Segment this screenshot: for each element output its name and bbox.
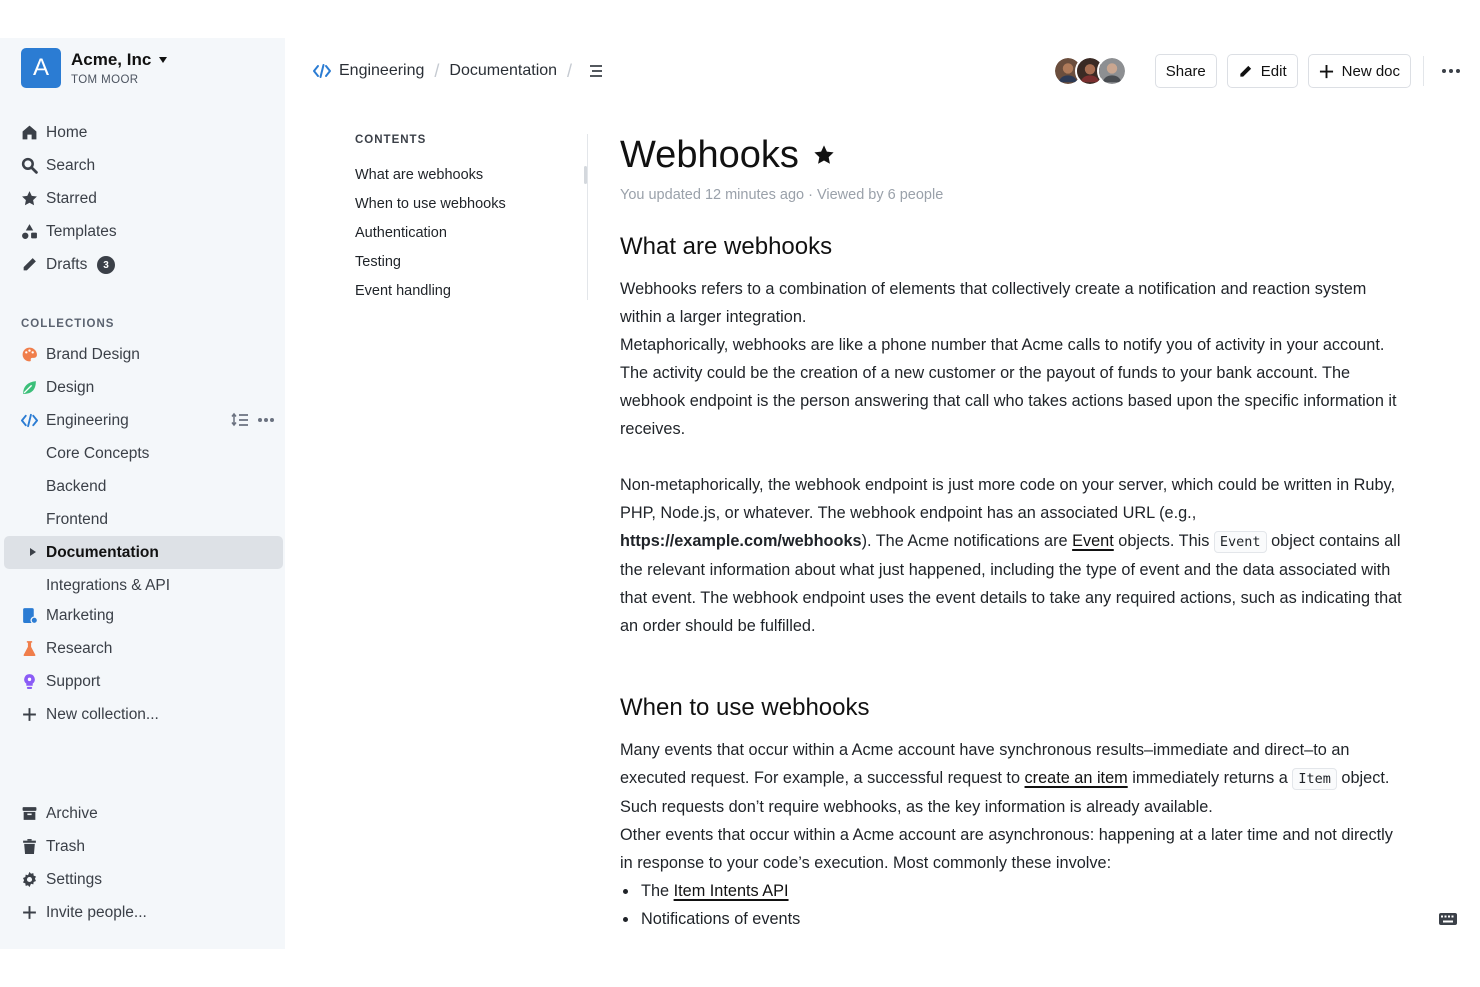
breadcrumb-separator: / <box>434 60 440 81</box>
collection-design[interactable] <box>4 371 283 404</box>
contents-link[interactable]: Testing <box>355 254 401 270</box>
sidebar-item-search[interactable] <box>4 149 283 182</box>
sidebar-item-label: Drafts <box>46 256 88 273</box>
contents-active-marker <box>584 166 587 184</box>
contents-link[interactable]: Authentication <box>355 225 447 241</box>
breadcrumb-collection-label: Engineering <box>339 62 425 79</box>
keyboard-icon[interactable] <box>1438 912 1458 926</box>
item-intents-link[interactable]: Item Intents API <box>673 882 789 900</box>
sidebar-item-label: Archive <box>46 805 98 822</box>
inline-code: Item <box>1292 768 1337 790</box>
sidebar-item-settings[interactable] <box>4 863 283 896</box>
collection-research[interactable] <box>4 632 283 665</box>
collection-label: Engineering <box>46 412 129 429</box>
contents-link[interactable]: What are webhooks <box>355 167 484 183</box>
collaborator-avatars[interactable] <box>1061 56 1127 86</box>
leaf-icon <box>21 379 38 396</box>
sidebar-item-home[interactable] <box>4 116 283 149</box>
doc-label: Frontend <box>46 511 109 528</box>
share-label: Share <box>1165 62 1206 80</box>
bookmark-icon <box>21 607 38 624</box>
collection-brand-design[interactable] <box>4 338 283 371</box>
doc-documentation[interactable] <box>4 536 283 569</box>
share-button[interactable] <box>1155 54 1217 88</box>
breadcrumb <box>312 58 604 84</box>
collections-heading: COLLECTIONS <box>21 318 115 330</box>
team-switcher[interactable] <box>21 48 167 88</box>
invite-people-button[interactable] <box>4 896 283 929</box>
breadcrumb-document[interactable]: Documentation <box>449 62 558 79</box>
plus-icon <box>21 904 38 921</box>
paragraph: Metaphorically, webhooks are like a phone number that Acme calls to notify you of activity in your account. The activity could be the creation of a new customer or the payout of funds to your bank account. The webhook endpoint is the person answering that call who takes actions based upon the specific information it receives. <box>620 336 1397 438</box>
section-heading: When to use webhooks <box>620 694 870 721</box>
contents-heading: CONTENTS <box>355 134 427 146</box>
contents-divider <box>587 134 588 300</box>
table-of-contents <box>355 134 506 311</box>
plus-icon <box>1319 64 1334 79</box>
breadcrumb-collection[interactable] <box>312 62 424 80</box>
url-text: https://example.com/webhooks <box>620 532 862 550</box>
avatar <box>1097 56 1127 86</box>
code-icon <box>312 63 332 79</box>
pencil-icon <box>21 256 38 273</box>
sort-icon[interactable] <box>231 412 249 428</box>
paragraph: Many events that occur within a Acme account have synchronous results–immediate and direct–to an executed request. For example, a successful request to create an item immediately returns a Item object. Such requests don’t require webhooks, as the key information is already available. <box>620 741 1390 816</box>
shapes-icon <box>21 223 38 240</box>
trash-icon <box>21 838 38 855</box>
list-item: Notifications of events <box>620 905 1410 933</box>
collection-marketing[interactable] <box>4 599 283 632</box>
star-icon[interactable] <box>813 144 835 166</box>
collection-label: Research <box>46 640 113 657</box>
doc-label: Core Concepts <box>46 445 150 462</box>
sidebar-item-archive[interactable] <box>4 797 283 830</box>
bulb-icon <box>21 673 38 690</box>
contents-link[interactable]: Event handling <box>355 283 451 299</box>
doc-core-concepts[interactable] <box>4 437 283 470</box>
drafts-count-badge: 3 <box>97 256 115 274</box>
breadcrumb-separator: / <box>567 60 573 81</box>
create-item-link[interactable]: create an item <box>1024 769 1128 787</box>
sidebar-item-label: Trash <box>46 838 86 855</box>
edit-label: Edit <box>1260 62 1287 80</box>
doc-backend[interactable] <box>4 470 283 503</box>
sidebar-item-templates[interactable] <box>4 215 283 248</box>
more-icon[interactable] <box>257 417 275 423</box>
archive-icon <box>21 805 38 822</box>
bullet-list <box>620 877 1410 933</box>
new-doc-button[interactable] <box>1308 54 1411 88</box>
header-actions <box>1061 54 1460 88</box>
sidebar-item-label: Home <box>46 124 88 141</box>
doc-label: Backend <box>46 478 107 495</box>
sidebar-item-label: Starred <box>46 190 97 207</box>
sidebar-item-drafts[interactable] <box>4 248 283 281</box>
doc-frontend[interactable] <box>4 503 283 536</box>
contents-link[interactable]: When to use webhooks <box>355 196 506 212</box>
event-link[interactable]: Event <box>1072 532 1114 550</box>
sidebar-item-label: Invite people... <box>46 904 147 921</box>
home-icon <box>21 124 38 141</box>
sidebar <box>0 38 285 949</box>
edit-button[interactable] <box>1227 54 1298 88</box>
collection-engineering[interactable] <box>4 404 283 437</box>
doc-integrations-api[interactable] <box>4 569 283 602</box>
sidebar-item-label: Templates <box>46 223 117 240</box>
new-collection-label: New collection... <box>46 706 159 723</box>
code-icon <box>21 412 38 429</box>
document-title[interactable]: Webhooks <box>620 133 799 176</box>
header-divider <box>1423 56 1424 86</box>
new-collection-button[interactable] <box>4 698 283 731</box>
collection-label: Support <box>46 673 101 690</box>
team-name: Acme, Inc <box>71 50 152 69</box>
doc-label: Integrations & API <box>46 577 171 594</box>
sidebar-item-label: Settings <box>46 871 103 888</box>
new-doc-label: New doc <box>1341 62 1400 80</box>
pencil-icon <box>1238 64 1253 79</box>
gear-icon <box>21 871 38 888</box>
more-icon[interactable] <box>1442 69 1460 73</box>
sidebar-item-starred[interactable] <box>4 182 283 215</box>
palette-icon <box>21 346 38 363</box>
paragraph: Webhooks refers to a combination of elements that collectively create a notification and reaction system within a larger integration. <box>620 280 1367 326</box>
sidebar-item-label: Search <box>46 157 96 174</box>
plus-icon <box>21 706 38 723</box>
list-item: The Item Intents API <box>620 877 1410 905</box>
search-icon <box>21 157 38 174</box>
chevron-down-icon <box>159 57 167 63</box>
collection-label: Brand Design <box>46 346 140 363</box>
section-heading: What are webhooks <box>620 233 833 260</box>
sidebar-item-trash[interactable] <box>4 830 283 863</box>
document-meta: You updated 12 minutes ago · Viewed by 6 people <box>620 187 944 203</box>
star-icon <box>21 190 38 207</box>
collection-label: Design <box>46 379 95 396</box>
doc-label: Documentation <box>46 544 159 561</box>
team-user: TOM MOOR <box>71 74 139 86</box>
inline-code: Event <box>1214 531 1267 553</box>
flask-icon <box>21 640 38 657</box>
document[interactable] <box>620 131 1410 933</box>
paragraph: Other events that occur within a Acme account are asynchronous: happening at a later time and not directly in response to your code’s execution. Most commonly these involve: <box>620 826 1393 872</box>
disclosure-triangle-icon[interactable] <box>30 548 36 556</box>
collection-support[interactable] <box>4 665 283 698</box>
paragraph: Non-metaphorically, the webhook endpoint is just more code on your server, which could be written in Ruby, PHP, Node.js, or whatever. The webhook endpoint has an associated URL (e.g., https://example.com/webhooks). The Acme notifications are Event objects. This Event object contains all the relevant information about what just happened, including the type of event and the data associated with that event. The webhook endpoint uses the event details to take any required actions, such as indicating that an order should be fulfilled. <box>620 476 1402 635</box>
team-avatar: A <box>21 48 61 88</box>
collection-label: Marketing <box>46 607 115 624</box>
outline-menu-icon[interactable] <box>588 64 604 78</box>
